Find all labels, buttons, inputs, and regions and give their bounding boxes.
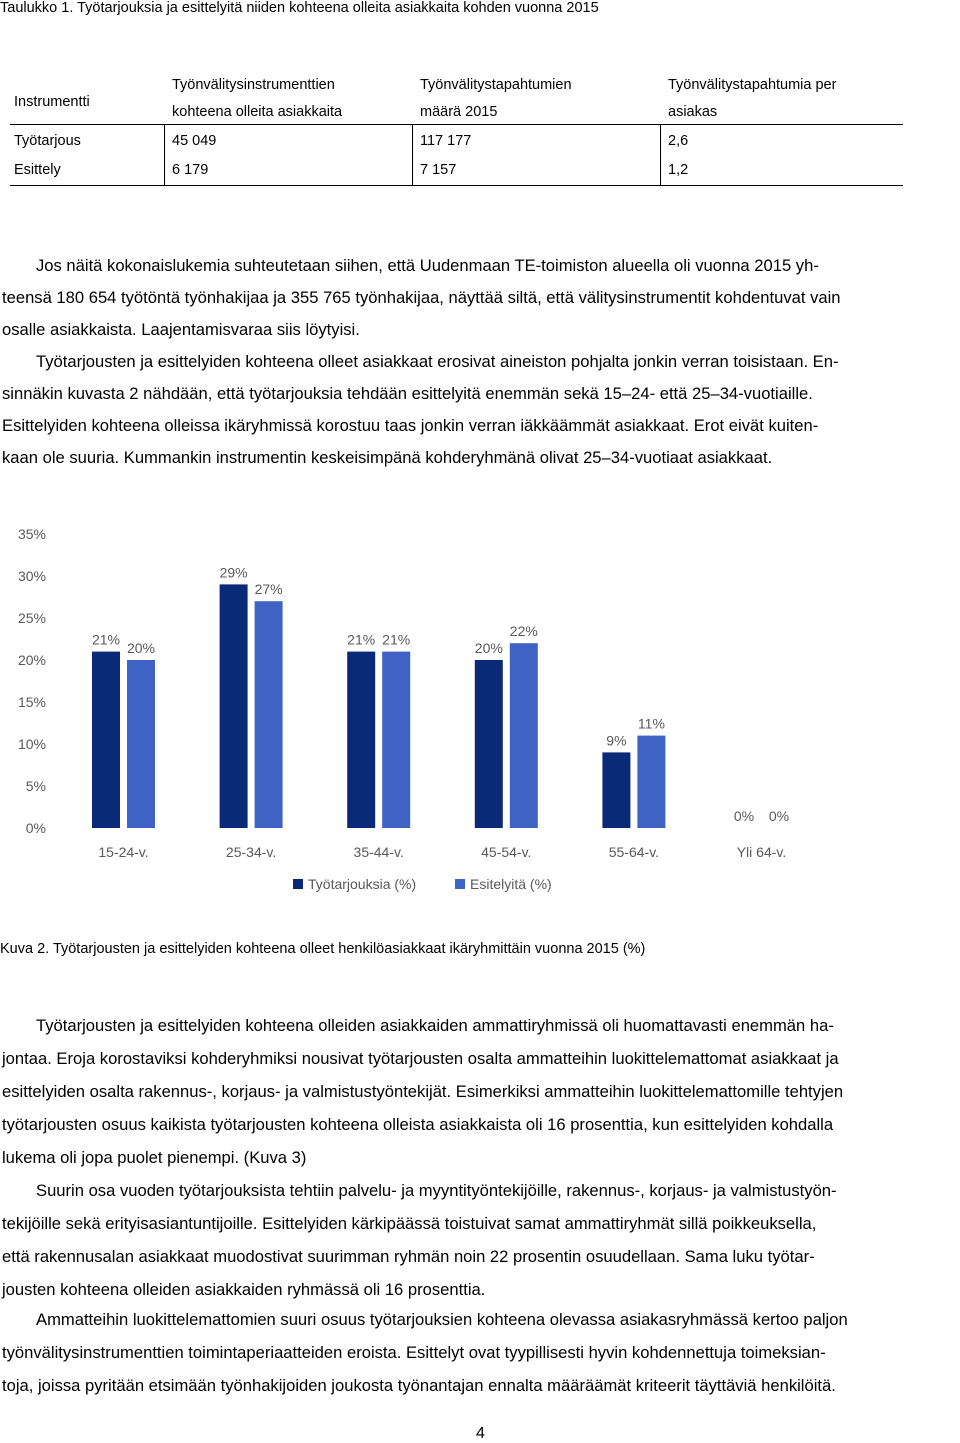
text-line: Ammatteihin luokittelemattomien suuri osuus työtarjouksien kohteena olevassa asiakasryhmässä kertoo paljon bbox=[36, 1310, 848, 1329]
text-line: tekijöille sekä erityisasiantuntijoille. Esittelyiden kärkipäässä toistuivat samat ammattiryhmät sillä poikkeuksella, bbox=[2, 1214, 817, 1233]
text-line: teensä 180 654 työtöntä työnhakijaa ja 355 765 työnhakijaa, näyttää siltä, että välitysinstrumentit kohdentuvat vain bbox=[2, 288, 841, 307]
bar-data-label: 20% bbox=[474, 640, 503, 656]
text-line: Työtarjousten ja esittelyiden kohteena olleiden asiakkaiden ammattiryhmissä oli huomattavasti enemmän ha- bbox=[36, 1016, 834, 1035]
table-row2-per-asiakas: 1,2 bbox=[668, 162, 689, 178]
bar-tyotarjoukset bbox=[92, 652, 120, 828]
bar-esittelyt bbox=[255, 601, 283, 828]
text-line: Esittelyiden kohteena olleissa ikäryhmissä korostuu taas jonkin verran iäkkäämmät asiakkaat. Erot eivät kuiten- bbox=[2, 416, 819, 435]
header-per-asiakas-line1: Työnvälitystapahtumia per bbox=[668, 77, 837, 93]
header-tapahtumat-line2: määrä 2015 bbox=[420, 104, 498, 120]
text-line: työtarjousten osuus kaikista työtarjousten kohteena olleista asiakkaista oli 16 prosenttia, kun esittelyiden kohdalla bbox=[2, 1115, 834, 1134]
text-line: Työtarjousten ja esittelyiden kohteena olleet asiakkaat erosivat aineiston pohjalta jonkin verran toisistaan. En- bbox=[36, 352, 839, 371]
legend-label: Työtarjouksia (%) bbox=[308, 876, 417, 892]
bar-tyotarjoukset bbox=[602, 752, 630, 828]
table-header-rule bbox=[10, 124, 903, 125]
text-line: kaan ole suuria. Kummankin instrumentin keskeisimpänä kohderyhmänä olivat 25–34-vuotiaat asiakkaat. bbox=[2, 448, 773, 467]
bar-tyotarjoukset bbox=[220, 584, 248, 828]
bar-data-label: 0% bbox=[733, 808, 755, 824]
bar-data-label: 0% bbox=[768, 808, 790, 824]
table-row1-tapahtumat: 117 177 bbox=[420, 133, 472, 149]
text-line: jousten kohteena olleiden asiakkaiden ryhmässä oli 16 prosenttia. bbox=[2, 1280, 486, 1299]
text-line: toja, joissa pyritään etsimään työnhakijoiden joukosta työnantajan ennalta määräämät kriteerit täyttäviä henkilöitä. bbox=[2, 1376, 836, 1395]
y-tick-label: 10% bbox=[17, 736, 46, 752]
bar-data-label: 29% bbox=[219, 564, 248, 581]
table-column-divider bbox=[412, 124, 413, 186]
bar-data-label: 11% bbox=[637, 715, 665, 732]
header-tapahtumat-line1: Työnvälitystapahtumien bbox=[420, 77, 572, 93]
header-asiakkaita-line2: kohteena olleita asiakkaita bbox=[172, 104, 343, 120]
text-line: esittelyiden osalta rakennus-, korjaus- ja valmistustyöntekijät. Esimerkiksi ammatteihin luokittelemattomille tehtyjen bbox=[2, 1082, 844, 1101]
text-line: jontaa. Eroja korostaviksi kohderyhmiksi nousivat työtarjousten osalta ammatteihin luokittelemattomat asiakkaat ja bbox=[2, 1049, 839, 1068]
table-row1-asiakkaat: 45 049 bbox=[172, 133, 217, 149]
header-asiakkaita-line1: Työnvälitysinstrumenttien bbox=[172, 77, 335, 93]
x-tick-label: Yli 64-v. bbox=[736, 844, 787, 860]
header-per-asiakas-line2: asiakas bbox=[668, 104, 718, 120]
table-row2-asiakkaat: 6 179 bbox=[172, 162, 209, 178]
y-tick-label: 15% bbox=[17, 694, 46, 710]
page-number: 4 bbox=[476, 1425, 485, 1442]
legend-swatch bbox=[455, 879, 465, 889]
y-tick-label: 30% bbox=[17, 568, 46, 584]
text-line: sinnäkin kuvasta 2 nähdään, että työtarjouksia tehdään esittelyitä enemmän sekä 15–24- että 25–34-vuotiaille. bbox=[2, 384, 813, 403]
text-line: Suurin osa vuoden työtarjouksista tehtiin palvelu- ja myyntityöntekijöille, rakennus-, korjaus- ja valmistustyön- bbox=[36, 1181, 837, 1200]
text-line: lukema oli jopa puolet pienempi. (Kuva 3) bbox=[2, 1148, 307, 1167]
bar-data-label: 21% bbox=[91, 631, 121, 648]
y-tick-label: 25% bbox=[17, 610, 46, 626]
table-column-divider bbox=[660, 124, 661, 186]
x-tick-label: 55-64-v. bbox=[608, 844, 660, 860]
table-row2-instrumentti: Esittely bbox=[14, 162, 61, 178]
bar-data-label: 27% bbox=[254, 581, 283, 598]
bar-data-label: 20% bbox=[126, 640, 156, 656]
legend-label: Esitelyitä (%) bbox=[470, 876, 552, 892]
x-tick-label: 15-24-v. bbox=[98, 844, 149, 860]
table-caption: Taulukko 1. Työtarjouksia ja esittelyitä niiden kohteena olleita asiakkaita kohden vuonna 2015 bbox=[0, 0, 599, 16]
text-line: työnvälitysinstrumenttien toimintaperiaatteiden eroista. Esittelyt ovat tyypillisesti hyvin kohdennettuja toimeksian- bbox=[2, 1343, 826, 1362]
figure-caption: Kuva 2. Työtarjousten ja esittelyiden kohteena olleet henkilöasiakkaat ikäryhmittäin vuonna 2015 (%) bbox=[0, 941, 646, 957]
table-row1-per-asiakas: 2,6 bbox=[668, 133, 689, 149]
text-line: Jos näitä kokonaislukemia suhteutetaan siihen, että Uudenmaan TE-toimiston alueella oli vuonna 2015 yh- bbox=[36, 256, 819, 275]
bar-data-label: 21% bbox=[347, 631, 376, 648]
text-line: että rakennusalan asiakkaat muodostivat suurimman ryhmän noin 22 prosentin osuudellaan. Sama luku työtar- bbox=[2, 1247, 815, 1266]
bar-data-label: 21% bbox=[382, 631, 411, 648]
bar-esittelyt bbox=[637, 736, 665, 828]
table-row2-tapahtumat: 7 157 bbox=[420, 162, 457, 178]
x-tick-label: 45-54-v. bbox=[481, 844, 532, 860]
text-line: osalle asiakkaista. Laajentamisvaraa siis löytyisi. bbox=[2, 320, 360, 339]
x-tick-label: 25-34-v. bbox=[225, 844, 277, 860]
y-tick-label: 0% bbox=[25, 820, 46, 836]
table-bottom-rule bbox=[10, 185, 903, 186]
bar-esittelyt bbox=[382, 652, 410, 828]
header-instrumentti: Instrumentti bbox=[14, 94, 90, 110]
y-tick-label: 5% bbox=[25, 778, 46, 794]
legend-swatch bbox=[293, 879, 303, 889]
bar-data-label: 22% bbox=[509, 623, 538, 640]
y-tick-label: 20% bbox=[17, 652, 46, 668]
y-tick-label: 35% bbox=[17, 526, 46, 542]
bar-tyotarjoukset bbox=[347, 652, 375, 828]
bar-data-label: 9% bbox=[606, 732, 627, 749]
bar-tyotarjoukset bbox=[475, 660, 503, 828]
table-column-divider bbox=[164, 124, 165, 186]
bar-esittelyt bbox=[510, 643, 538, 828]
age-group-bar-chart bbox=[0, 515, 960, 915]
table-row1-instrumentti: Työtarjous bbox=[14, 133, 81, 149]
x-tick-label: 35-44-v. bbox=[353, 844, 404, 860]
bar-esittelyt bbox=[127, 660, 155, 828]
